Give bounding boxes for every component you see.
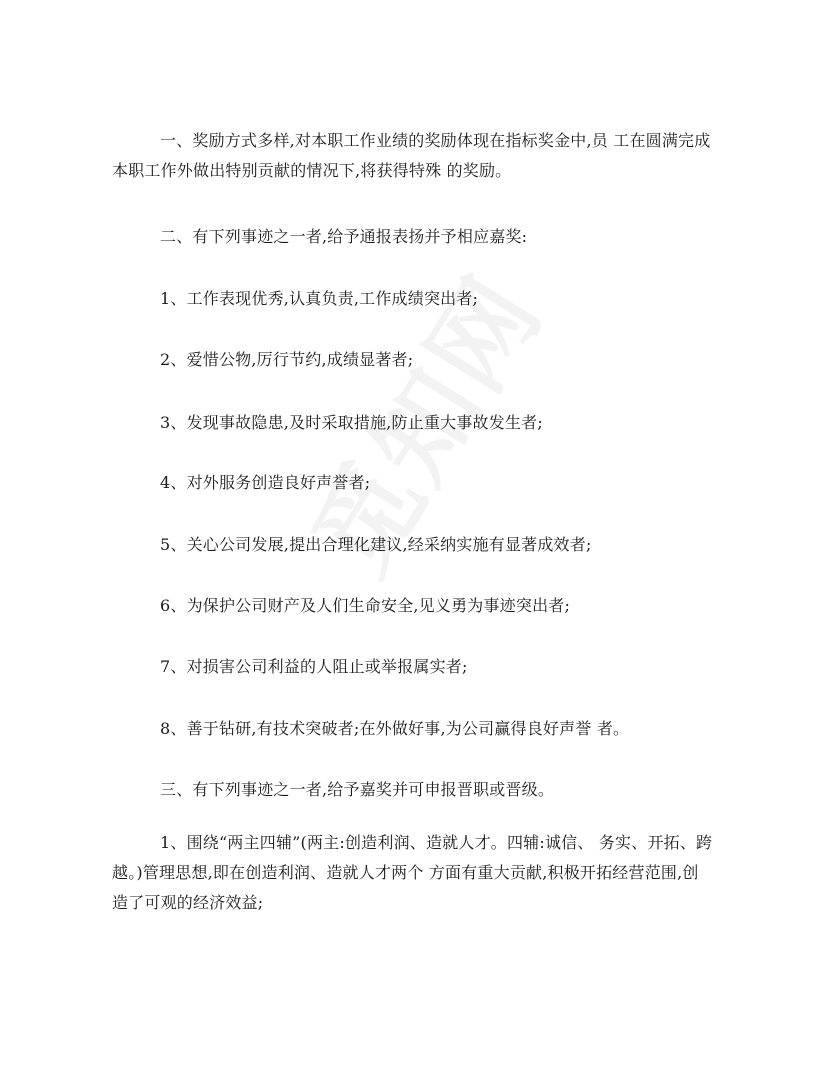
list-item: 5、关心公司发展,提出合理化建议,经采纳实施有显著成效者; — [160, 535, 592, 554]
list-item: 7、对损害公司利益的人阻止或举报属实者; — [160, 657, 468, 676]
list-item: 2、爱惜公物,厉行节约,成绩显著者; — [160, 350, 414, 369]
list-item: 4、对外服务创造良好声誉者; — [160, 473, 371, 492]
list-item: 3、发现事故隐患,及时采取措施,防止重大事故发生者; — [160, 413, 543, 432]
paragraph-section-two-heading: 二、有下列事迹之一者,给予通报表扬并予相应嘉奖: — [160, 227, 528, 246]
paragraph-reward-methods: 一、奖励方式多样,对本职工作业绩的奖励体现在指标奖金中,员 工在圆满完成本职工作外做出特别贡献的情况下,将获得特殊 的奖励。 — [112, 131, 711, 180]
paragraph-section-three-heading: 三、有下列事迹之一者,给予嘉奖并可申报晋职或晋级。 — [160, 780, 555, 799]
list-item: 6、为保护公司财产及人们生命安全,见义勇为事迹突出者; — [160, 596, 571, 615]
list-item: 1、工作表现优秀,认真负责,工作成绩突出者; — [160, 289, 479, 308]
list-item: 8、善于钻研,有技术突破者;在外做好事,为公司赢得良好声誉 者。 — [160, 719, 630, 738]
list-item: 1、围绕“两主四辅”(两主:创造利润、造就人才。四辅:诚信、 务实、开拓、跨越。)管理思想,即在创造利润、造就人才两个 方面有重大贡献,积极开拓经营范围,创造了可观的经济效益; — [112, 833, 713, 912]
